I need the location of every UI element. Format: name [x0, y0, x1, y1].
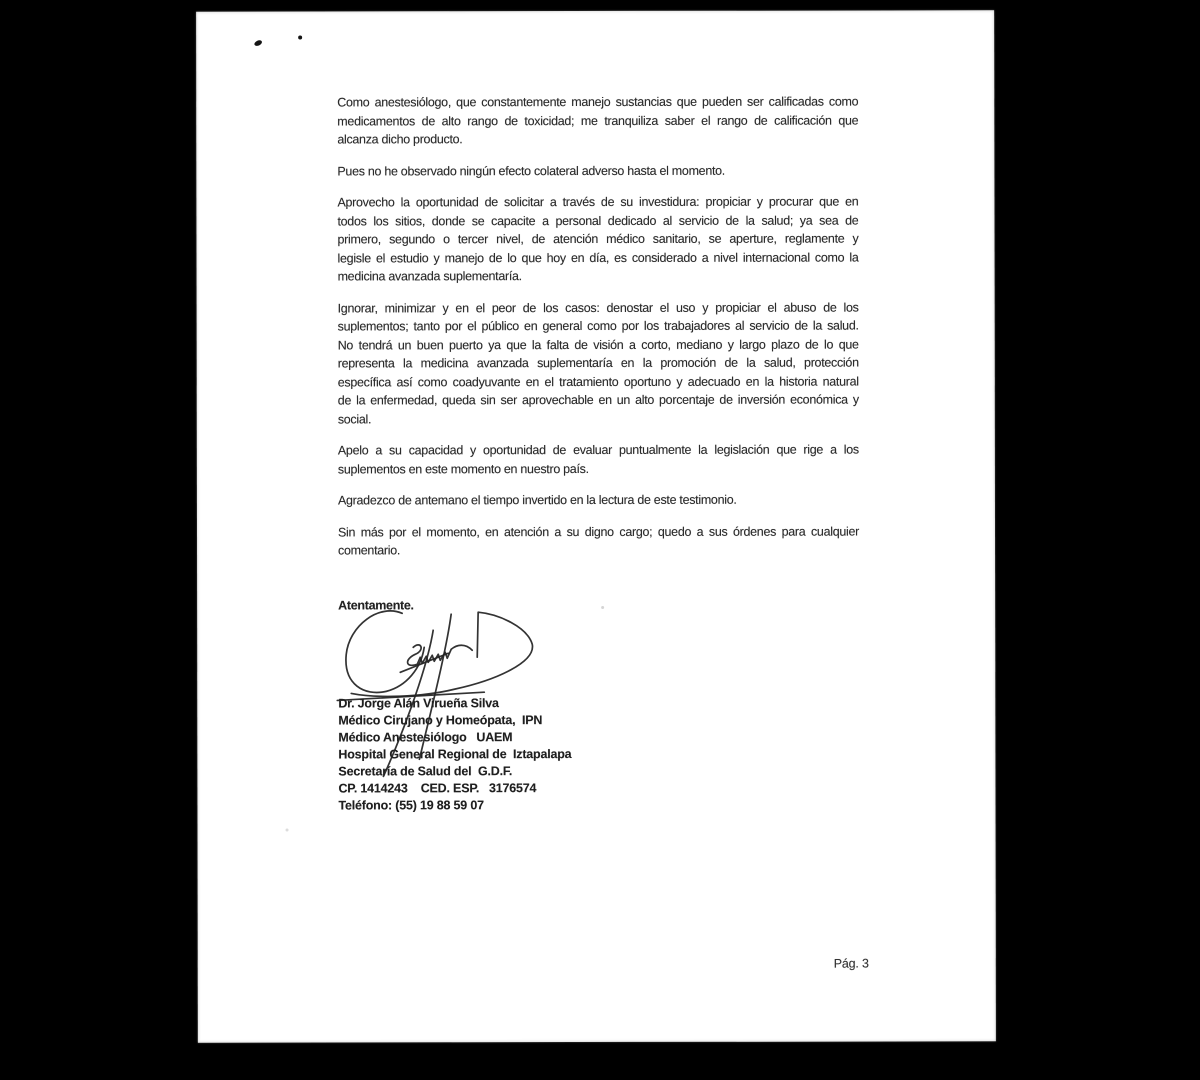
letter-line: Aprovecho la oportunidad de solicitar a través de su investidura: propiciar y procurar que en	[337, 194, 859, 210]
letter-body	[337, 11, 859, 815]
paragraph-2	[337, 161, 858, 180]
letter-line: Ignorar, minimizar y en el peor de los casos: denostar el uso y propiciar el abuso de los	[337, 300, 859, 315]
signature-area	[338, 614, 859, 696]
paragraph-6	[338, 491, 859, 510]
letter-line: suplementos en este momento en nuestro país.	[337, 461, 589, 476]
letter-line: alcanza dicho producto.	[337, 132, 463, 147]
signer-institution: Secretaría de Salud del G.D.F.	[338, 764, 513, 779]
signature-underline	[337, 692, 484, 700]
letter-line: legisle el estudio y manejo de lo que hoy en día, es considerado a nivel internacional como la	[337, 250, 859, 265]
handwritten-signature-icon	[327, 601, 547, 791]
ink-speck	[286, 829, 289, 832]
letter-line: medicamentos de alto rango de toxicidad; me tranquiliza saber el rango de calificación que	[337, 113, 859, 128]
signer-title: Médico Cirujano y Homeópata, IPN	[338, 713, 543, 728]
letter-line: representa la medicina avanzada suplementaría en la promoción de la salud, protección	[337, 355, 859, 371]
signature-descender-stroke	[383, 630, 433, 776]
letter-line: todos los sitios, donde se capacite a personal dedicado al servicio de la salud; ya sea de	[337, 213, 859, 228]
paragraph-3	[337, 193, 858, 286]
signer-institution: Hospital General Regional de Iztapalapa	[338, 747, 572, 762]
paragraph-4	[338, 298, 859, 428]
letter-line: de la enfermedad, queda sin ser aprovechable en un alto porcentaje de inversión económica y	[337, 392, 859, 408]
signer-name: Dr. Jorge Alán Virueña Silva	[338, 696, 499, 711]
page-number: Pág. 3	[833, 956, 869, 971]
signer-license: CP. 1414243 CED. ESP. 3176574	[338, 781, 537, 796]
signature-s-scribble	[408, 645, 473, 666]
letter-line: comentario.	[338, 543, 401, 558]
signer-phone: Teléfono: (55) 19 88 59 07	[338, 798, 484, 813]
letter-line: Pues no he observado ningún efecto colateral adverso hasta el momento.	[337, 163, 726, 178]
ink-speck	[253, 39, 262, 47]
signature-flourish	[351, 612, 532, 696]
letter-line: Apelo a su capacidad y oportunidad de evaluar puntualmente la legislación que rige a los	[337, 442, 859, 458]
paragraph-7	[338, 522, 859, 560]
paragraph-1	[337, 93, 858, 149]
signature-oval-stroke	[346, 611, 424, 693]
letter-line: No tendrá un buen puerto ya que la falta de visión a corto, mediano y largo plazo de lo que	[337, 337, 859, 352]
signer-title: Médico Anestesiólogo UAEM	[338, 730, 513, 745]
letter-line: Agradezco de antemano el tiempo invertido en la lectura de este testimonio.	[337, 492, 737, 508]
letter-line: suplementos; tanto por el público en general como por los trabajadores al servicio de la salud.	[337, 318, 859, 334]
letter-line: específica así como coadyuvante en el tratamiento oportuno y adecuado en la historia natural	[337, 374, 859, 389]
document-page	[196, 10, 996, 1042]
signature-descender-stroke	[419, 614, 451, 759]
letter-line: social.	[337, 411, 372, 426]
letter-line: Sin más por el momento, en atención a su digno cargo; quedo a sus órdenes para cualquier	[337, 524, 860, 539]
closing-salutation: Atentamente.	[338, 597, 414, 612]
paragraph-5	[338, 441, 859, 479]
letter-line: Como anestesiólogo, que constantemente manejo sustancias que pueden ser calificadas como	[337, 94, 859, 110]
ink-speck	[298, 36, 302, 40]
letter-line: primero, segundo o tercer nivel, de atención médico sanitario, se aperture, reglamente y	[337, 231, 859, 247]
letter-line: medicina avanzada suplementaría.	[337, 269, 522, 284]
